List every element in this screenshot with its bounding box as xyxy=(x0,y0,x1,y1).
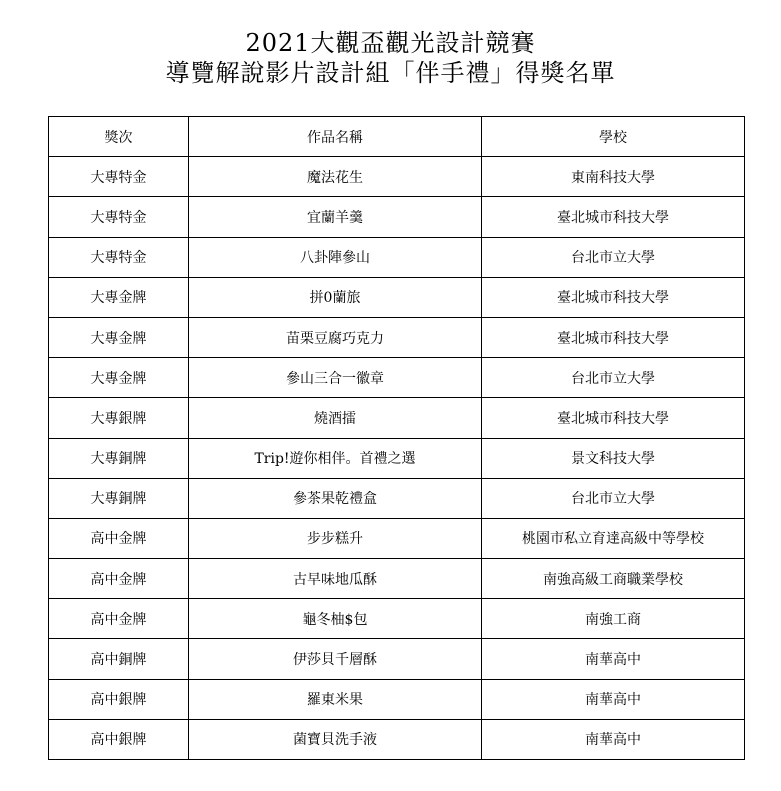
table-row xyxy=(49,679,745,719)
work-name-cell: 宜蘭羊羹 xyxy=(189,197,482,237)
school-cell: 臺北城市科技大學 xyxy=(482,197,745,237)
table-row xyxy=(49,237,745,277)
school-cell: 南強高級工商職業學校 xyxy=(482,559,745,599)
work-name-cell: 魔法花生 xyxy=(189,157,482,197)
award-cell: 大專金牌 xyxy=(49,277,189,317)
award-cell: 大專金牌 xyxy=(49,358,189,398)
school-cell: 東南科技大學 xyxy=(482,157,745,197)
award-cell: 高中銅牌 xyxy=(49,639,189,679)
table-row xyxy=(49,518,745,558)
award-cell: 大專銅牌 xyxy=(49,478,189,518)
work-name-cell: 八卦陣參山 xyxy=(189,237,482,277)
school-cell: 桃園市私立育達高級中等學校 xyxy=(482,518,745,558)
table-row xyxy=(49,277,745,317)
table-row xyxy=(49,317,745,357)
award-table xyxy=(48,116,745,760)
award-cell: 高中銀牌 xyxy=(49,679,189,719)
work-name-cell: 苗栗豆腐巧克力 xyxy=(189,317,482,357)
table-row xyxy=(49,639,745,679)
award-cell: 高中金牌 xyxy=(49,518,189,558)
award-cell: 高中金牌 xyxy=(49,559,189,599)
work-name-cell: 參山三合一徽章 xyxy=(189,358,482,398)
school-cell: 台北市立大學 xyxy=(482,358,745,398)
table-row xyxy=(49,438,745,478)
award-cell: 大專特金 xyxy=(49,197,189,237)
school-cell: 臺北城市科技大學 xyxy=(482,398,745,438)
school-cell: 南強工商 xyxy=(482,599,745,639)
award-cell: 大專金牌 xyxy=(49,317,189,357)
header-row xyxy=(49,117,745,157)
school-cell: 台北市立大學 xyxy=(482,237,745,277)
header-school: 學校 xyxy=(482,117,745,157)
table-row xyxy=(49,358,745,398)
document-title xyxy=(0,28,781,88)
award-cell: 高中銀牌 xyxy=(49,719,189,759)
header-award: 獎次 xyxy=(49,117,189,157)
table-row xyxy=(49,599,745,639)
school-cell: 南華高中 xyxy=(482,639,745,679)
school-cell: 景文科技大學 xyxy=(482,438,745,478)
work-name-cell: 菌寶貝洗手液 xyxy=(189,719,482,759)
table-row xyxy=(49,157,745,197)
table-row xyxy=(49,559,745,599)
table-row xyxy=(49,719,745,759)
school-cell: 臺北城市科技大學 xyxy=(482,277,745,317)
work-name-cell: 拼0蘭旅 xyxy=(189,277,482,317)
school-cell: 南華高中 xyxy=(482,719,745,759)
school-cell: 臺北城市科技大學 xyxy=(482,317,745,357)
title-line-1: 2021大觀盃觀光設計競賽 xyxy=(245,29,536,57)
award-cell: 大專銀牌 xyxy=(49,398,189,438)
work-name-cell: 龜冬柚$包 xyxy=(189,599,482,639)
work-name-cell: Trip!遊你相伴。首禮之選 xyxy=(189,438,482,478)
header-work-name: 作品名稱 xyxy=(189,117,482,157)
award-cell: 大專特金 xyxy=(49,237,189,277)
work-name-cell: 參茶果乾禮盒 xyxy=(189,478,482,518)
title-line-2: 導覽解說影片設計組「伴手禮」得獎名單 xyxy=(165,59,616,87)
award-cell: 大專銅牌 xyxy=(49,438,189,478)
school-cell: 台北市立大學 xyxy=(482,478,745,518)
work-name-cell: 羅東米果 xyxy=(189,679,482,719)
work-name-cell: 古早味地瓜酥 xyxy=(189,559,482,599)
work-name-cell: 伊莎貝千層酥 xyxy=(189,639,482,679)
award-cell: 大專特金 xyxy=(49,157,189,197)
work-name-cell: 步步糕升 xyxy=(189,518,482,558)
table-row xyxy=(49,478,745,518)
table-row xyxy=(49,398,745,438)
work-name-cell: 燒酒擂 xyxy=(189,398,482,438)
award-cell: 高中金牌 xyxy=(49,599,189,639)
table-row xyxy=(49,197,745,237)
school-cell: 南華高中 xyxy=(482,679,745,719)
